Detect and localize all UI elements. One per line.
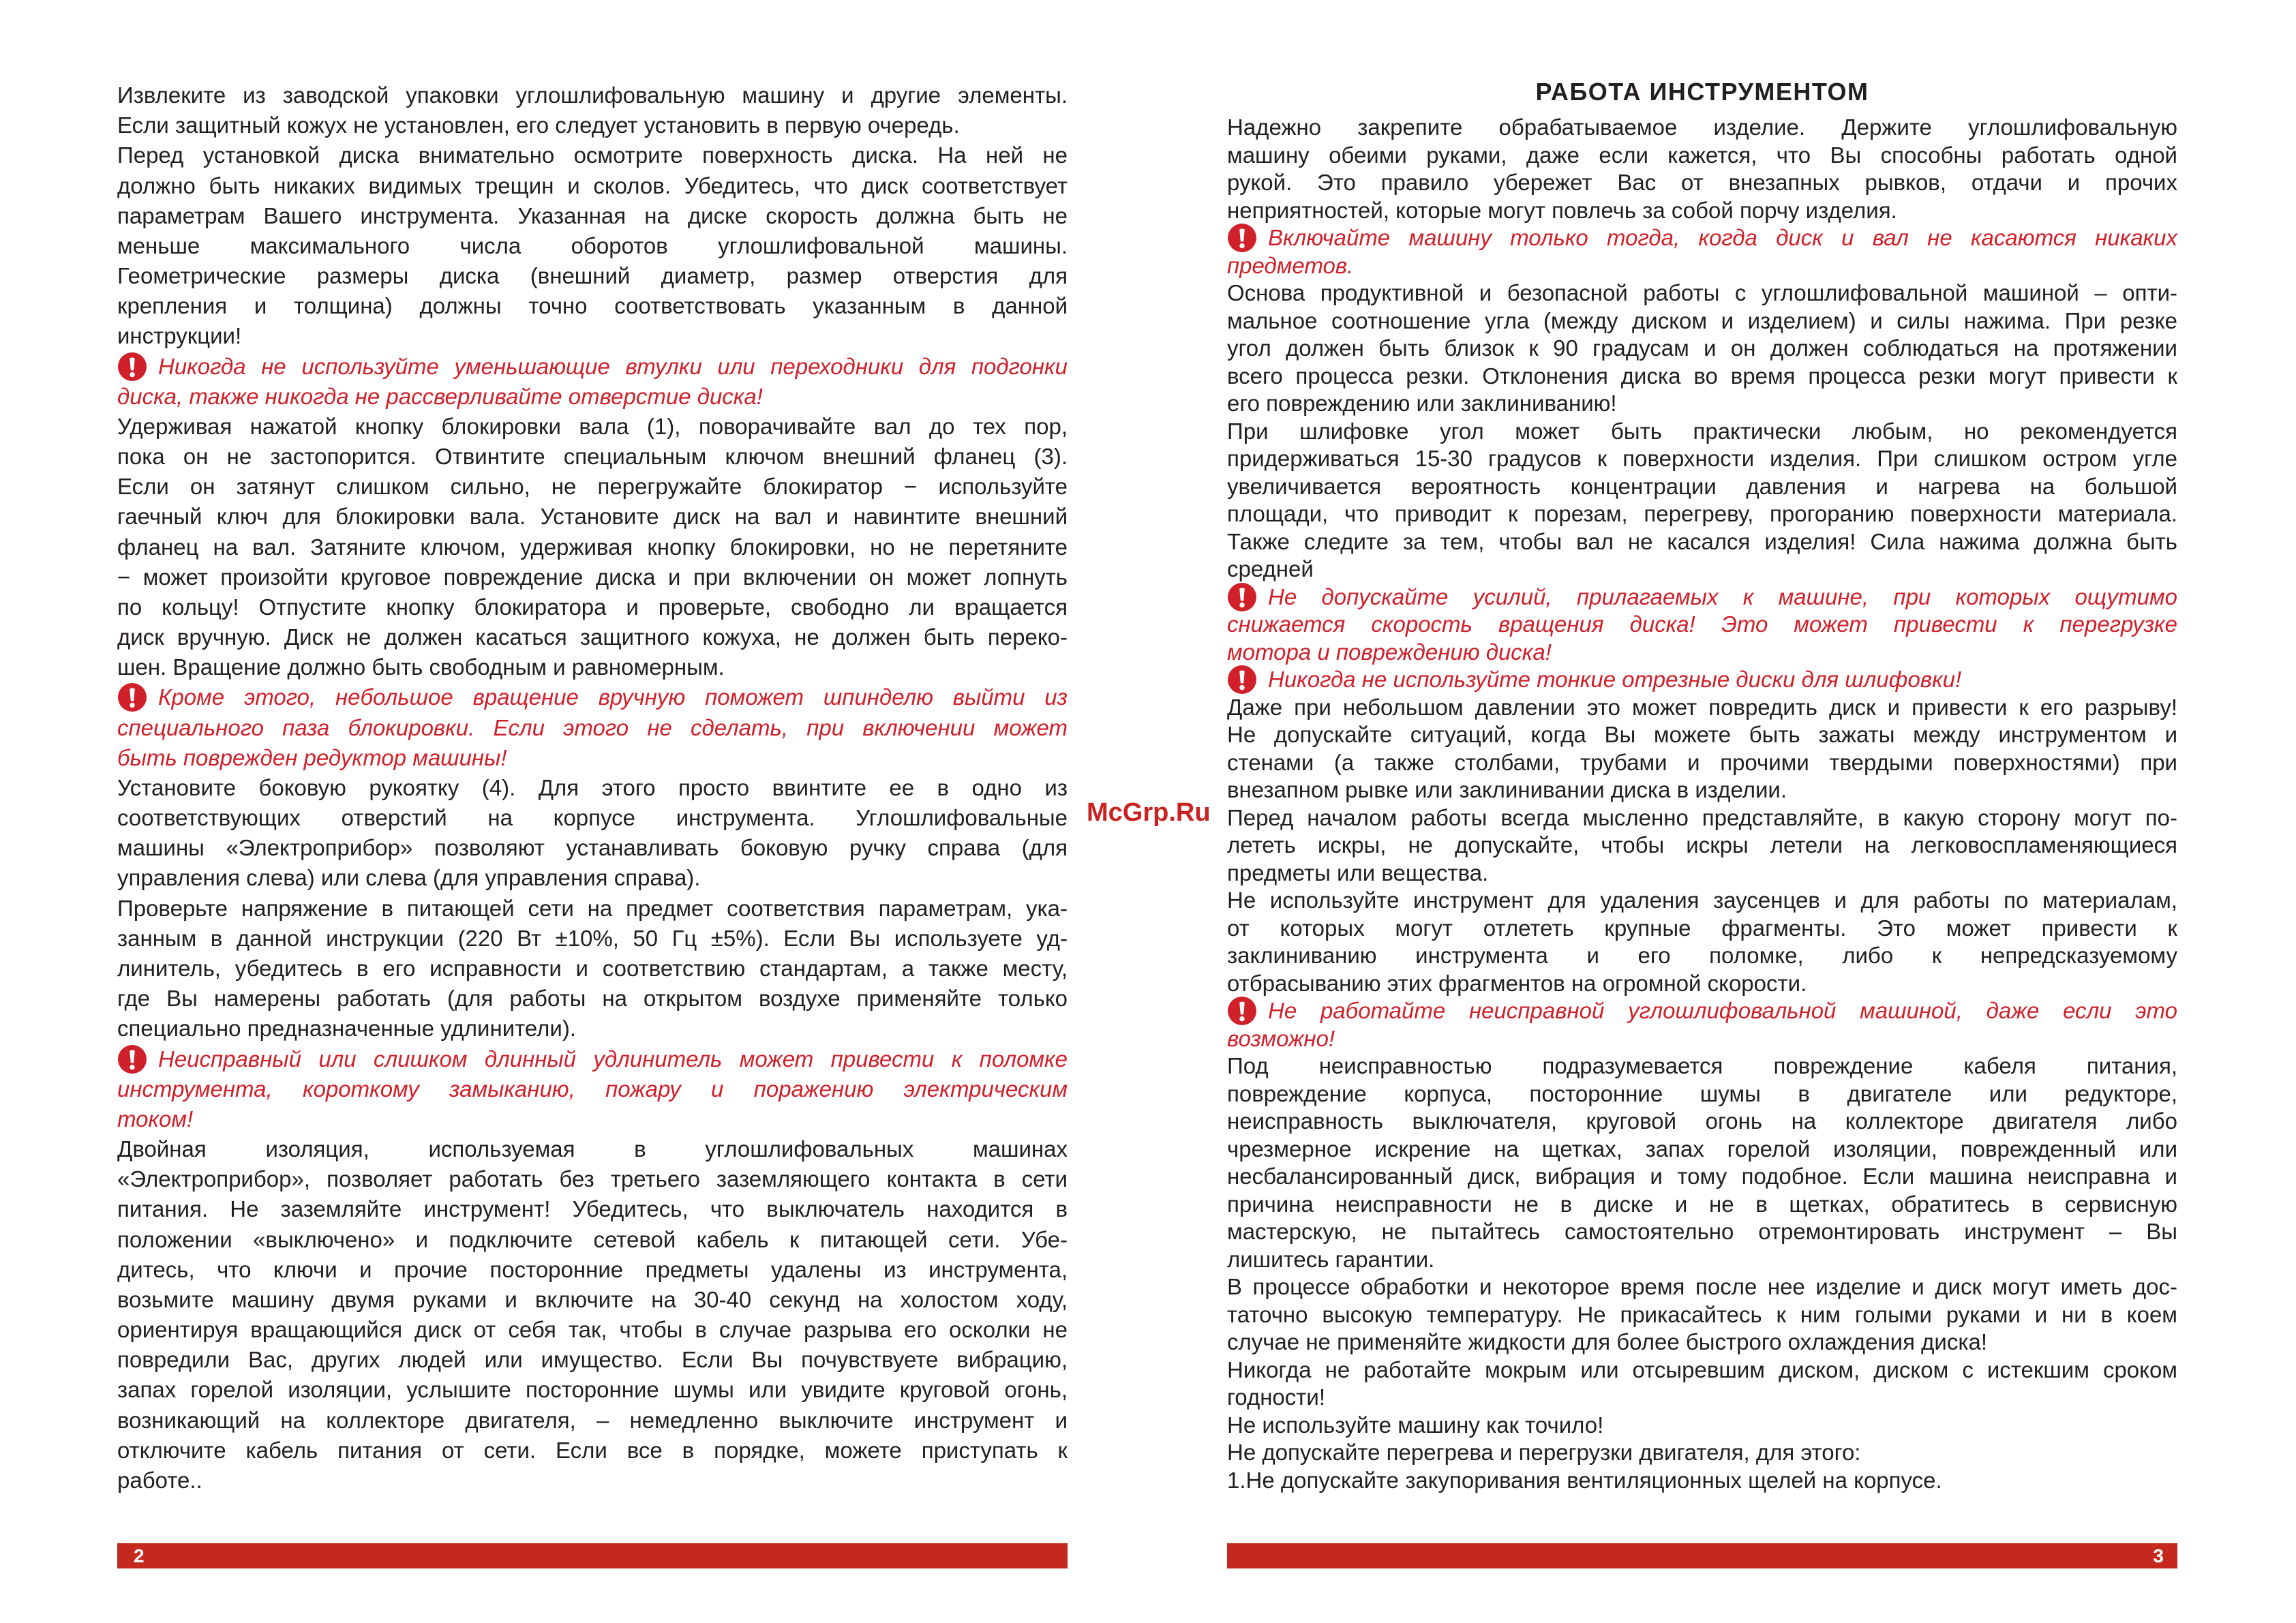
text-line: отбрасыванию этих фрагментов на огромной скорости. [1227,970,1807,996]
text-line: всего процесса резки. Отклонения диска во время процесса резки могут привести к [1227,363,2177,389]
text-line: крепления и толщина) должны точно соответствовать указанным в данной [117,293,1068,319]
text-line: где Вы намерены работать (для работы на открытом воздухе применяйте только [117,986,1068,1012]
text-line: Не используйте машину как точило! [1227,1412,1604,1438]
left-page [117,80,1068,1496]
text-line: питания. Не заземляйте инструмент! Убедитесь, что выключатель находится в [117,1196,1068,1222]
warning-line: током! [117,1106,194,1132]
text-line: площади, что приводит к порезам, перегреву, прогоранию поверхности материала. [1227,501,2177,526]
text-line: «Электроприбор», позволяет работать без третьего заземляющего контакта в сети [117,1166,1068,1192]
right-page [1227,114,2177,1494]
text-line: При шлифовке угол может быть практически любым, но рекомендуется [1227,418,2177,444]
text-line: годности! [1227,1384,1325,1410]
text-line: ориентируя вращающийся диск от себя так, чтобы в случае разрыва его осколки не [117,1317,1068,1343]
page-footer-bar [1227,1543,2177,1568]
text-line: 1.Не допускайте закупоривания вентиляционных щелей на корпусе. [1227,1467,1942,1493]
paragraph [1227,1052,2177,1273]
text-line: диск вручную. Диск не должен касаться защитного кожуха, не должен быть переко- [117,624,1068,650]
warning-line [1227,583,2177,611]
exclamation-circle-icon [1227,229,1257,248]
paragraph [117,773,1068,894]
exclamation-circle-icon [1227,671,1257,690]
text-line: по кольцу! Отпустите кнопку блокиратора и проверьте, свободно ли вращается [117,594,1068,620]
text-line: положении «выключено» и подключите сетевой кабель к питающей сети. Убе- [117,1226,1068,1252]
text-line: Не допускайте ситуаций, когда Вы можете быть зажаты между инструментом и [1227,722,2177,747]
text-line: занным в данной инструкции (220 Вт ±10%, 50 Гц ±5%). Если Вы используете уд- [117,925,1068,951]
warning-line: возможно! [1227,1025,1335,1051]
warning-line [117,1044,1068,1074]
text-line: Под неисправностью подразумевается повреждение кабеля питания, [1227,1053,2177,1078]
list-item [1227,1467,2177,1495]
text-line: Надежно закрепите обрабатываемое изделие. Держите углошлифовальную [1227,115,2177,140]
text-line: Если он затянут слишком сильно, не перегружайте блокиратор − используйте [117,474,1068,500]
text-line: Не используйте инструмент для удаления заусенцев и для работы по материалам, [1227,888,2177,913]
text-line: соответствующих отверстий на корпусе инструмента. Углошлифовальные [117,805,1068,831]
text-line: фланец на вал. Затяните ключом, удерживая кнопку блокировки, но не перетяните [117,534,1068,560]
exclamation-circle-icon [117,1050,147,1070]
text-line: отключите кабель питания от сети. Если все в порядке, можете приступать к [117,1437,1068,1463]
warning-paragraph [1227,997,2177,1052]
text-line: Установите боковую рукоятку (4). Для этого просто ввинтите ее в одно из [117,774,1068,800]
text-line: шен. Вращение должно быть свободным и равномерным. [117,654,725,680]
warning-line: специального паза блокировки. Если этого не сделать, при включении может [117,714,1068,740]
text-line: рукой. Это правило убережет Вас от внезапных рывков, отдачи и прочих [1227,170,2177,195]
warning-line: инструмента, короткому замыканию, пожару и поражению электрическим [117,1076,1068,1102]
warning-line: предметов. [1227,252,1354,278]
text-line: угол должен быть близок к 90 градусам и он должен соблюдаться на протяжении [1227,335,2177,361]
text-line: Перед установкой диска внимательно осмотрите поверхность диска. На ней не [117,142,1068,168]
paragraph [117,80,1068,140]
text-line: возникающий на коллекторе двигателя, – немедленно выключите инструмент и [117,1407,1068,1433]
text-line: мастерскую, не пытайтесь самостоятельно отремонтировать инструмент – Вы [1227,1219,2177,1244]
text-line: чрезмерное искрение на щетках, запах горелой изоляции, поврежденный или [1227,1136,2177,1162]
text-line: Геометрические размеры диска (внешний диаметр, размер отверстия для [117,263,1068,289]
paragraph [1227,721,2177,804]
text-line: заклиниванию инструмента и его поломке, либо к непредсказуемому [1227,943,2177,968]
text-line: работе.. [117,1467,202,1493]
text-line: машину обеими руками, даже если кажется, что Вы способны работать одной [1227,142,2177,168]
text-line: увеличивается вероятность концентрации давления и нагрева на большой [1227,473,2177,499]
warning-text: Кроме этого, небольшое вращение вручную поможет шпинделю выйти из [158,684,1068,710]
text-line: Также следите за тем, чтобы вал не касался изделия! Сила нажима должна быть [1227,528,2177,554]
text-line: управления слева) или слева (для управления справа). [117,865,701,891]
warning-text: Никогда не используйте тонкие отрезные диски для шлифовки! [1268,667,1962,692]
text-line: Никогда не работайте мокрым или отсыревшим диском, диском с истекшим сроком [1227,1356,2177,1382]
text-line: специально предназначенные удлинители). [117,1016,576,1042]
text-line: таточно высокую температуру. Не прикасайтесь к ним голыми руками и ни в коем [1227,1301,2177,1327]
warning-line [117,352,1068,382]
text-line: стенами (а также столбами, трубами и прочими твердыми поверхностями) при [1227,749,2177,775]
warning-text: Включайте машину только тогда, когда диск и вал не касаются никаких [1268,225,2177,250]
section-heading: РАБОТА ИНСТРУМЕНТОМ [1535,78,1869,106]
exclamation-circle-icon [117,358,147,377]
warning-text: Неисправный или слишком длинный удлинитель может привести к поломке [158,1046,1068,1072]
text-line: средней [1227,556,1314,581]
text-line: причина неисправности не в диске и не в щетках, обратитесь в сервисную [1227,1191,2177,1217]
text-line: Извлеките из заводской упаковки углошлифовальную машину и другие элементы. [117,82,1068,108]
text-line: внезапном рывке или заклинивании диска в изделии. [1227,777,1787,802]
paragraph [1227,418,2177,583]
paragraph [1227,1273,2177,1356]
text-line: машины «Электроприбор» позволяют устанавливать боковую ручку справа (для [117,835,1068,861]
text-line: неприятностей, которые могут повлечь за собой порчу изделия. [1227,197,1897,223]
text-line: неисправность выключателя, круговой огонь на коллекторе двигателя либо [1227,1108,2177,1134]
text-line: предметы или вещества. [1227,860,1489,885]
warning-paragraph [117,1044,1068,1135]
warning-paragraph [117,352,1068,412]
text-line: Удерживая нажатой кнопку блокировки вала (1), поворачивайте вал до тех пор, [117,413,1068,439]
warning-line: быть поврежден редуктор машины! [117,744,507,770]
text-line: Если защитный кожух не установлен, его следует установить в первую очередь. [117,112,960,138]
text-line: придерживаться 15-30 градусов к поверхности изделия. При слишком остром угле [1227,446,2177,471]
exclamation-circle-icon [117,688,147,708]
text-line: Не допускайте перегрева и перегрузки двигателя, для этого: [1227,1440,1861,1465]
page-footer-bar [117,1543,1068,1568]
text-line: возьмите машину двумя руками и включите на 30-40 секунд на холостом ходу, [117,1286,1068,1312]
text-line: Проверьте напряжение в питающей сети на предмет соответствия параметрам, ука- [117,895,1068,921]
text-line: должно быть никаких видимых трещин и сколов. Убедитесь, что диск соответствует [117,172,1068,198]
text-line: лететь искры, не допускайте, чтобы искры летели на легковоспламеняющиеся [1227,832,2177,858]
exclamation-circle-icon [1227,1002,1257,1021]
warning-line: мотора и повреждению диска! [1227,639,1552,665]
paragraph [1227,1412,2177,1440]
warning-line [1227,997,2177,1025]
text-line: Перед началом работы всегда мысленно представляйте, в какую сторону могут по- [1227,804,2177,830]
text-line: меньше максимального числа оборотов углошлифовальной машины. [117,232,1068,258]
text-line: Двойная изоляция, используемая в углошлифовальных машинах [117,1136,1068,1162]
text-line: повредили Вас, других людей или имущество. Если Вы почувствуете вибрацию, [117,1347,1068,1373]
page-number: 2 [134,1545,145,1566]
text-line: В процессе обработки и некоторое время после нее изделие и диск могут иметь дос- [1227,1274,2177,1299]
text-line: от которых могут отлететь крупные фрагменты. Это может привести к [1227,915,2177,941]
text-line: лишитесь гарантии. [1227,1246,1435,1272]
text-line: повреждение корпуса, посторонние шумы в двигателе или редукторе, [1227,1080,2177,1106]
text-line: Основа продуктивной и безопасной работы с углошлифовальной машиной – опти- [1227,280,2177,305]
paragraph [1227,887,2177,997]
warning-line [1227,666,2177,694]
paragraph [117,140,1068,351]
text-line: − может произойти круговое повреждение диска и при включении он может лопнуть [117,564,1068,590]
text-line: случае не применяйте жидкости для более быстрого охлаждения диска! [1227,1329,1988,1354]
watermark: McGrp.Ru [1087,798,1211,827]
text-line: линитель, убедитесь в его исправности и соответствию стандартам, а также месту, [117,955,1068,981]
exclamation-circle-icon [1227,588,1257,607]
text-line: мальное соотношение угла (между диском и изделием) и силы нажима. При резке [1227,307,2177,333]
text-line: инструкции! [117,323,242,349]
warning-paragraph [117,682,1068,773]
paragraph [1227,694,2177,722]
text-line: параметрам Вашего инструмента. Указанная на диске скорость должна быть не [117,202,1068,228]
text-line: Даже при небольшом давлении это может повредить диск и привести к его разрыву! [1227,694,2177,720]
warning-paragraph [1227,666,2177,694]
paragraph [1227,1439,2177,1467]
warning-text: Не работайте неисправной углошлифовальной машиной, даже если это [1268,998,2177,1023]
text-line: запах горелой изоляции, услышите посторонние шумы или увидите круговой огонь, [117,1377,1068,1403]
warning-text: Никогда не используйте уменьшающие втулки или переходники для подгонки [158,353,1068,379]
paragraph [117,412,1068,683]
warning-paragraph [1227,224,2177,279]
text-line: пока он не застопорится. Отвинтите специальным ключом внешний фланец (3). [117,444,1068,470]
warning-line: снижается скорость вращения диска! Это может привести к перегрузке [1227,611,2177,637]
paragraph [1227,114,2177,224]
warning-line [117,682,1068,712]
paragraph [117,1134,1068,1496]
warning-line [1227,224,2177,252]
text-line: гаечный ключ для блокировки вала. Установите диск на вал и навинтите внешний [117,504,1068,530]
paragraph [117,894,1068,1044]
text-line: дитесь, что ключи и прочие посторонние предметы удалены из инструмента, [117,1256,1068,1282]
text-line: несбалансированный диск, вибрация и тому подобное. Если машина неисправна и [1227,1164,2177,1189]
paragraph [1227,1356,2177,1412]
warning-paragraph [1227,583,2177,667]
warning-text: Не допускайте усилий, прилагаемых к машине, при которых ощутимо [1268,583,2177,609]
page-number: 3 [2153,1545,2164,1566]
paragraph [1227,279,2177,418]
text-line: его повреждению или заклиниванию! [1227,391,1617,416]
paragraph [1227,804,2177,888]
warning-line: диска, также никогда не рассверливайте отверстие диска! [117,383,763,409]
